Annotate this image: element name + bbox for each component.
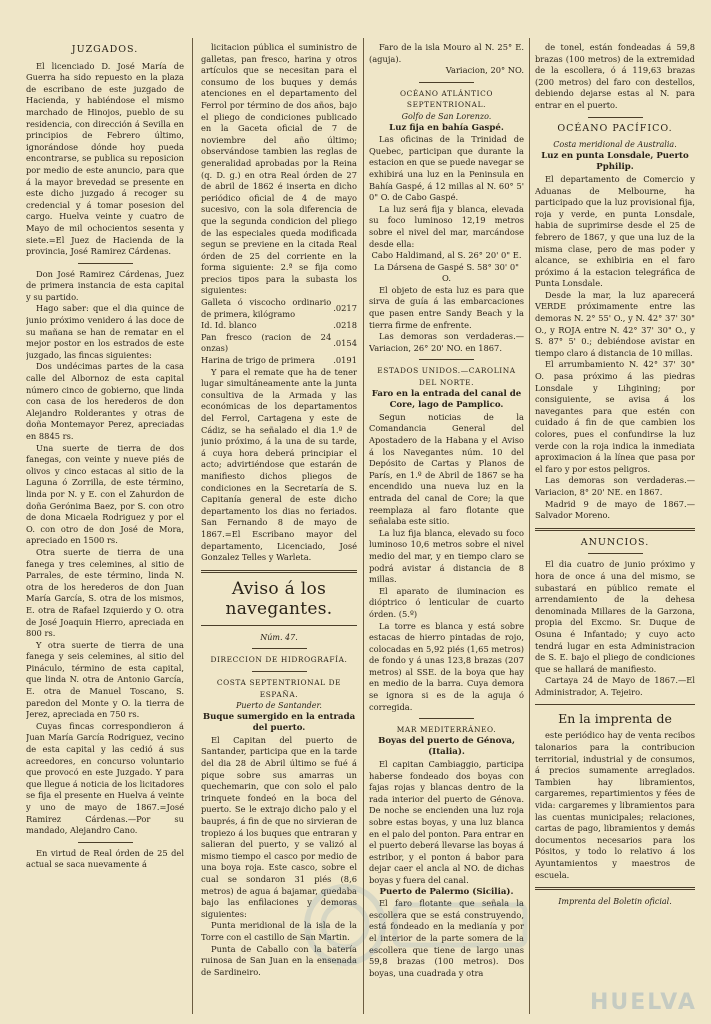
subheading: Luz en punta Lonsdale, Puerto Pphilip. [541, 150, 689, 173]
table-row [201, 355, 357, 367]
paragraph: Una suerte de tierra de dos fanegas, con veinte y nueve piés de olivos y cinco estacas al sitio de la Laguna ó Zorrilla, de este término, linda por N. y E. con el Zahurdon de doña Gerónima Baez, por S. con otro de dona Micaela Rodriguez y por el O. con otro de don José de Mora, apreciado en 1500 rs. [26, 442, 184, 546]
paragraph: La luz fija blanca, elevado su foco luminoso 10,6 metros sobre el nivel medio del mar, y en tiempo claro se podrá avistar á distancia de 8 millas. [369, 527, 524, 585]
paragraph: Las oficinas de la Trinidad de Quebec, participan que durante la estacion en que se puede navegar se exhibirá una luz en la Peninsula en Bahía Gaspé, á 12 millas al N. 60° 5' 0" O. de Cabo Gaspé. [369, 134, 524, 203]
paragraph: Cartaya 24 de Mayo de 1867.—El Administrador, A. Tejeiro. [535, 675, 695, 697]
notice-title: Aviso á los navegantes. [225, 578, 333, 619]
column-4 [535, 42, 695, 1016]
subheading: Buque sumergido en la entrada del puerto. [202, 711, 356, 734]
paragraph: Dos undécimas partes de la casa calle del Albornoz de esta capital número cinco de gobierno, que linda con casa de los herederos de don Alejandro Rolderantes y otras de doña Montemayor Perez, apreciadas en 8845 rs. [26, 361, 184, 441]
paragraph: El arrumbamiento N. 42° 37' 30" O. pasa próximo á las piedras Lonsdale y Lihgining; por consiguiente, se avisa á los navegantes para que estén con cuidado á fin de que cambien los colores, pues el confundirse la luz verde con la roja indica la inmediata aproximacion á la línea que pasa por el faro y por estos peligros. [535, 359, 695, 474]
divider [419, 359, 474, 360]
divider [535, 528, 695, 531]
imprenta-heading: En la imprenta de [558, 711, 672, 727]
paragraph: El licenciado D. José María de Guerra ha sido repuesto en la plaza de escribano de este juzgado de Hacienda, y habiéndose el mismo marchado de Hinojos, pueblo de su residencia, con dirección á Sevilla en principios de Febrero último, ignorándose dónde hoy pueda encontrarse, se publica su reposicion por medio de este anuncio, para que á la mayor brevedad se presente en este dicho juzgado á recoger su credencial y á tomar posesion del cargo. Huelva veinte y cuatro de Mayo de mil ochocientos sesenta y siete.=El Juez de Hacienda de la provincia, José Ramirez Cárdenas. [26, 60, 184, 257]
notice-number: Núm. 47. [260, 632, 298, 642]
section-title-juzgados: JUZGADOS. [71, 44, 139, 55]
paragraph: este periódico hay de venta recibos talonarios para la contribucion territorial, industrial y de consumos, á precios sumamente arreglados. Tambien hay libramientos, cargaremes, repartimientos y fées de vida: cargaremes y libramientos para las cuentas municipales; relaciones, cartas de pago, libramientos y demás documentos necesarios para los Pósitos, y todo lo relativo á los Ayuntamientos y maestros de escuela. [535, 730, 695, 880]
subheading: Boyas del puerto de Génova, (Italia). [378, 735, 515, 758]
paragraph: Variacion, 20° NO. [445, 65, 524, 76]
price-item: Galleta ó viscocho ordinario de primera, kilógramo [201, 297, 332, 319]
paragraph: Segun noticias de la Comandancia General del Apostadero de la Habana y el Aviso á los Navegantes núm. 10 del Depósito de Cartas y Planos de París, en 1.º de Abril de 1867 se ha encendido una nueva luz en la entrada del canal de Core; la que reemplaza al faro flotante que señalaba este sitio. [369, 411, 524, 527]
divider [201, 625, 357, 626]
price-item: Pan fresco (racion de 24 onzas) [201, 331, 332, 354]
divider [201, 570, 357, 573]
paragraph: El departamento de Comercio y Aduanas de Melbourne, ha participado que la luz provisional fija, roja y verde, en punta Lonsdale, habia de suprimirse desde el 25 de febrero de 1867, y que una luz de la misma clase, pero de mas poder y alcance, se exhibiria en el faro próximo á la estacion telegráfica de Punta Lonsdale. [535, 173, 695, 289]
paragraph: Las demoras son verdaderas.—Variacion, 8° 20' NE. en 1867. [535, 475, 695, 497]
paragraph: de tonel, están fondeadas á 59,8 brazas (100 metros) de la extremidad de la escollera, ó á 119,63 brazas (200 metros) del faro con destellos, debiendo dejarse estas al N. para entrar en el puerto. [535, 42, 695, 110]
paragraph: Desde la mar, la luz aparecerá VERDE próximamente entre las demoras N. 2° 55' O., y N. 42° 37' 30" O., y ROJA entre N. 42° 37' 30" O., y S. 87° 5' 0.; debiéndose avistar en tiempo claro á distancia de 10 millas. [535, 289, 695, 358]
divider [535, 704, 695, 705]
table-row [201, 320, 357, 332]
paragraph: El objeto de esta luz es para que sirva de guía á las embarcaciones que pasen entre Sandy Beach y la tierra firme de enfrente. [369, 284, 524, 330]
subheading: Puerto de Palermo (Sicilia). [379, 886, 514, 897]
price-value: .0217 [333, 302, 357, 313]
paragraph: Madrid 9 de mayo de 1867.—Salvador Moreno. [535, 498, 695, 521]
subheading: Faro en la entrada del canal de Core, lago de Pamplico. [371, 388, 522, 411]
port-heading: Puerto de Santander. [236, 701, 322, 711]
price-table [201, 297, 357, 367]
column-divider [192, 38, 193, 1014]
column-divider [529, 38, 530, 1014]
table-row [201, 297, 357, 320]
states-heading: ESTADOS UNIDOS.—CAROLINA DEL NORTE. [377, 366, 516, 388]
paragraph: Cuyas fincas correspondieron á Juan María García Rodriguez, vecino de esta capital y las cedió á sus acreedores, en concurso voluntario que provocó en este Juzgado. Y para que llegue á noticia de los licitadores se fija el presente en Huelva á veinte y uno de mayo de 1867.=José Ramirez Cárdenas.—Por su mandado, Alejandro Cano. [26, 720, 184, 836]
price-value: .0191 [333, 355, 357, 366]
paragraph: Y para el remate que ha de tener lugar simultáneamente ante la junta consultiva de la Armada y las económicas de los departamentos del Ferrol, Cartagena y este de Cádiz, se ha señalado el dia 1.º de junio próximo, á la una de su tarde, á cuya hora deberá principiar el acto; advirtiéndose que estarán de manifiesto dichos pliegos de condiciones en la Secretaría de S. Capitanía general de este dicho departamento los dias no feriados. San Fernando 8 de mayo de 1867.=El Escribano mayor del departamento, Licenciado, José Gonzalez Telles y Warleta. [201, 366, 357, 563]
divider [588, 117, 643, 118]
divider [588, 553, 643, 554]
column-divider [363, 38, 364, 1014]
column-2 [201, 42, 357, 1016]
direction-heading: DIRECCION DE HIDROGRAFÍA. [210, 655, 348, 665]
ocean-heading: OCÉANO PACÍFICO. [557, 122, 673, 134]
paragraph: Y otra suerte de tierra de una fanega y seis celemines, al sitio del Pináculo, término de esta capital, que linda N. otra de Antonio García, E. otra de Manuel Toscano, S. paredon del Monte y O. la tierra de Jerez, apreciada en 750 rs. [26, 639, 184, 720]
ocean-heading: OCÉANO ATLÁNTICO SEPTENTRIONAL. [399, 88, 494, 110]
column-1 [26, 42, 184, 1016]
paragraph: Otra suerte de tierra de una fanega y tres celemines, al sitio de Parrales, de este término, linda N. otra de los herederos de don Juan María García, S. otra de los mismos, E. otra de Rafael Izquierdo y O. otra de José Joaquin Hierro, apreciada en 800 rs. [26, 546, 184, 639]
gulf-heading: Golfo de San Lorenzo. [401, 111, 492, 121]
paragraph: La luz será fija y blanca, elevada su foco luminoso 12,19 metros sobre el nivel del mar, marcándose desde ella: [369, 203, 524, 249]
paragraph: Don José Ramirez Cárdenas, Juez de primera instancia de esta capital y su partido. [26, 268, 184, 302]
section-title-anuncios: ANUNCIOS. [580, 536, 650, 548]
paragraph: El dia cuatro de junio próximo y hora de once á una del mismo, se subastará en público remate el arrendamiento de la dehesa denominada Millares de la Garzona, propia del Excmo. Sr. Duque de Osuna é Infantado; y cuyo acto tendrá lugar en esta Administracion de S. E. bajo el pliego de condiciones que se hallará de manifiesto. [535, 559, 695, 674]
paragraph: El Capitan del puerto de Santander, participa que en la tarde del dia 28 de Abril último se fué á pique sobre sus amarras un quechemarin, que con solo el palo trinquete fondeó en la boca del puerto. Se le extrajo dicho palo y el bauprés, á fin de que no sirvieran de tropiezo á los buques que entraran y salieran del puerto, y se valizó al mismo tiempo el casco por medio de una boya roja. Este casco, sobre el cual se sondaron 31 piés (8,6 metros) de agua á bajamar, quedaba bajo las enfilaciones y demoras siguientes: [201, 734, 357, 919]
divider [252, 648, 307, 649]
price-item: Harina de trigo de primera [201, 355, 315, 366]
paragraph: La torre es blanca y está sobre estacas de hierro pintadas de rojo, colocadas en 5,92 piés (1,65 metros) de fondo y á unas 123,8 brazas (207 metros) al SSE. de la boya que hay en medio de la barra. Cuya demora se ignora si es de la aguja ó corregida. [369, 620, 524, 712]
paragraph: Hago saber: que el dia quince de junio próximo venidero á las doce de su mañana se han de rematar en el mejor postor en los estrados de este juzgado, las fincas siguientes: [26, 303, 184, 360]
column-3 [369, 42, 524, 1016]
paragraph: En virtud de Real órden de 25 del actual se saca nuevamente á [26, 847, 184, 870]
divider [78, 842, 133, 843]
price-item: Id. Id. blanco [201, 320, 257, 331]
bearing-line: Cabo Haldimand, al S. 26° 20' 0" E. [371, 250, 522, 261]
subheading: Luz fija en bahía Gaspé. [389, 122, 504, 133]
divider [252, 671, 307, 672]
sea-heading: MAR MEDITERRÁNEO. [396, 725, 497, 735]
bearing-line: La Dársena de Gaspé S. 58° 30' 0" O. [374, 261, 519, 284]
divider [419, 718, 474, 719]
table-row [201, 332, 357, 355]
paragraph: Punta de Caballo con la batería ruinosa de San Juan en la ensenada de Sardineiro. [201, 943, 357, 977]
paragraph: licitacion pública el suministro de galletas, pan fresco, harina y otros artículos que se necesitan para el consumo de los buques y demás atenciones en el departamento del Ferrol por término de dos años, bajo el pliego de condiciones publicado en la Gaceta oficial de 7 de noviembre del año último; observándose tambien las reglas de generalidad aprobadas por la Reina (q. D. g.) en otra Real órden de 27 de abril de 1862 é inserta en dicho periódico oficial de 4 de mayo sucesivo, con la sola diferencia de que la segunda condicion del pliego de las especiales queda modificada segun se previene en la citada Real órden de 25 del corriente en la forma siguiente: 2.ª se fija como precios tipos para la subasta los siguientes: [201, 42, 357, 296]
price-value: .0154 [333, 337, 357, 348]
paragraph: El capitan Cambiaggio, participa haberse fondeado dos boyas con fajas rojas y blancas dentro de la rada interior del puerto de Génova. De noche se encienden una luz roja sobre estas boyas, y una luz blanca en el palo del ponton. Para entrar en el puerto deberá llevarse las boyas á estribor, y el ponton á babor para dejar caer el ancla al NO. de dichas boyas y fuera del canal. [369, 759, 524, 885]
paragraph: Faro de la isla Mouro al N. 25° E. (aguja). [369, 42, 524, 64]
coast-heading: Costa meridional de Australia. [553, 140, 677, 150]
paragraph: El faro flotante que señala la escollera que se está construyendo, está fondeado en la medianía y por el interior de la parte somera de la escollera que tiene de largo unas 59,8 brazas (100 metros). Dos boyas, una cuadrada y otra [369, 898, 524, 978]
paragraph: Punta meridional de la isla de la Torre con el castillo de San Martin. [201, 920, 357, 942]
footer-imprint: Imprenta del Boletin oficial. [558, 897, 672, 907]
paragraph: Las demoras son verdaderas.—Variacion, 26° 20' NO. en 1867. [369, 331, 524, 353]
coast-heading: COSTA SEPTENTRIONAL DE ESPAÑA. [216, 677, 342, 699]
divider [535, 887, 695, 890]
paragraph: El aparato de iluminacion es dióptrico ó lenticular de cuarto órden. (5.º) [369, 585, 524, 619]
watermark-text: HUELVA [590, 990, 697, 1015]
price-value: .0218 [333, 320, 357, 331]
divider [419, 82, 474, 83]
divider [78, 263, 133, 264]
